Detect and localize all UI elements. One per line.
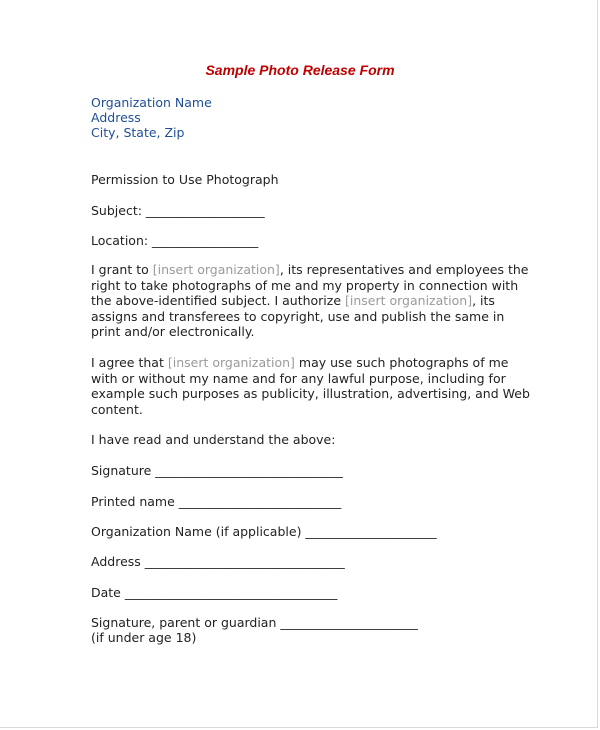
location-field: Location: _________________ (91, 233, 259, 248)
printed-name-field: Printed name __________________________ (91, 494, 342, 509)
subject-field: Subject: ___________________ (91, 203, 265, 218)
agree-paragraph: I agree that [insert organization] may use such photographs of me with or without my name and for any lawful purpose, including for example such purposes as publicity, illustration, advertising, and Web content. (91, 355, 530, 417)
form-title: Sample Photo Release Form (205, 62, 395, 78)
permission-heading: Permission to Use Photograph (91, 172, 279, 187)
guardian-signature-field: Signature, parent or guardian ______________________ (91, 615, 418, 630)
signature-field: Signature ______________________________ (91, 463, 343, 478)
organization-field: Organization Name (if applicable) _____________________ (91, 524, 437, 539)
read-statement: I have read and understand the above: (91, 432, 336, 447)
placeholder-organization: [insert organization] (345, 293, 473, 308)
placeholder-organization: [insert organization] (152, 262, 280, 277)
age-note: (if under age 18) (91, 630, 197, 645)
placeholder-organization: [insert organization] (167, 355, 295, 370)
grant-paragraph: I grant to [insert organization], its representatives and employees the right to take photographs of me and my property in connection with the above-identified subject. I authorize [insert organization], its assigns and transferees to copyright, use and publish the same in print and/or electronically. (91, 262, 529, 339)
address-field: Address ________________________________ (91, 554, 345, 569)
org-address: Address (91, 110, 141, 125)
org-name: Organization Name (91, 95, 212, 110)
org-city-state-zip: City, State, Zip (91, 125, 185, 140)
date-field: Date __________________________________ (91, 585, 338, 600)
